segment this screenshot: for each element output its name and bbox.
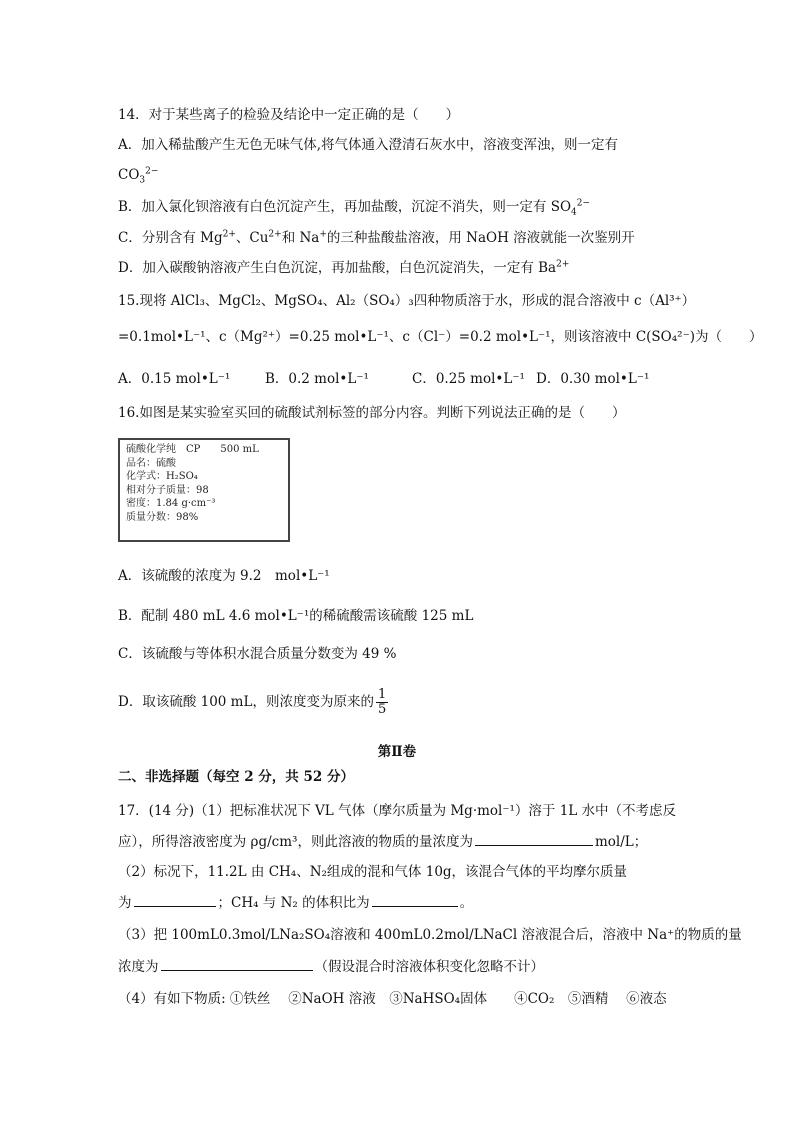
- q15-option-c: C．0.25 mol•L⁻¹: [412, 371, 525, 387]
- q17-part2-line2: 为 ；CH₄ 与 N₂ 的体积比为 。: [118, 895, 474, 911]
- q15-stem-line2: =0.1mol•L⁻¹、c（Mg²⁺）=0.25 mol•L⁻¹、c（Cl⁻）=0.2 mol•L⁻¹，则该溶液中 C(SO₄²⁻)为（ ）: [118, 329, 763, 345]
- q14-option-b: B．加入氯化钡溶液有白色沉淀产生，再加盐酸，沉淀不消失，则一定有 $SO_4^{2-}$: [118, 198, 591, 218]
- reagent-label-line: 硫酸化学纯 CP 500 mL: [126, 444, 259, 455]
- q14-option-a-continued: $CO_3^{2-}$: [118, 166, 159, 186]
- q16-option-a: A．该硫酸的浓度为 9.2 mol•L⁻¹: [118, 568, 330, 584]
- reagent-label-line: 相对分子质量：98: [126, 484, 209, 496]
- answer-blank[interactable]: [161, 957, 313, 971]
- answer-blank[interactable]: [475, 832, 593, 846]
- fraction: $\frac{1}{5}$: [377, 687, 387, 717]
- q15-option-b: B．0.2 mol•L⁻¹: [265, 371, 369, 387]
- q16-option-b: B．配制 480 mL 4.6 mol•L⁻¹的稀硫酸需该硫酸 125 mL: [118, 608, 474, 624]
- q16-option-d: D．取该硫酸 100 mL，则浓度变为原来的 $\frac{1}{5}$: [118, 687, 387, 717]
- q16-stem: 16.如图是某实验室买回的硫酸试剂标签的部分内容。判断下列说法正确的是（ ）: [118, 405, 626, 421]
- q14-stem: 14．对于某些离子的检验及结论中一定正确的是（ ）: [118, 107, 460, 123]
- q17-part1-line2: 应），所得溶液密度为 ρg/cm³，则此溶液的物质的量浓度为 mol/L；: [118, 834, 648, 850]
- q15-stem-line1: 15.现将 AlCl₃、MgCl₂、MgSO₄、Al₂（SO₄）₃四种物质溶于水，形成的混合溶液中 c（Al³⁺）: [118, 293, 696, 309]
- q17-part2-line1: （2）标况下，11.2L 由 CH₄、N₂组成的混和气体 10g，该混合气体的平均摩尔质量: [118, 864, 628, 880]
- q17-part3-line2: 浓度为 （假设混合时溶液体积变化忽略不计）: [118, 959, 544, 975]
- q15-option-a: A．0.15 mol•L⁻¹: [118, 371, 231, 387]
- q15-option-d: D．0.30 mol•L⁻¹: [536, 371, 650, 387]
- q14-option-a: A．加入稀盐酸产生无色无味气体,将气体通入澄清石灰水中，溶液变浑浊，则一定有: [118, 137, 619, 153]
- q14-option-c: C．分别含有 $Mg^{2+}$、$Cu^{2+}$和 Na+的三种盐酸盐溶液，用 NaOH 溶液就能一次鉴别开: [118, 229, 635, 246]
- reagent-label-line: 质量分数：98%: [126, 511, 199, 523]
- section-title: 二、非选择题（每空 2 分，共 52 分）: [118, 769, 354, 785]
- reagent-label-line: 化学式：H₂SO₄: [126, 471, 198, 483]
- q17-part1-line1: 17．(14 分)（1）把标准状况下 VL 气体（摩尔质量为 Mg·mol⁻¹）溶于 1L 水中（不考虑反: [118, 803, 677, 819]
- reagent-label-line: 品名：硫酸: [126, 457, 176, 469]
- part2-title: 第Ⅱ卷: [377, 744, 417, 760]
- q16-option-c: C．该硫酸与等体积水混合质量分数变为 49 %: [118, 646, 397, 662]
- q17-part3-line1: （3）把 100mL0.3mol/LNa₂SO₄溶液和 400mL0.2mol/LNaCl 溶液混合后，溶液中 Na⁺的物质的量: [118, 927, 742, 943]
- reagent-label-line: 密度：1.84 g·cm⁻³: [126, 498, 216, 510]
- reagent-label-image: [118, 438, 290, 542]
- q17-part4-line1: （4）有如下物质: ①铁丝 ②NaOH 溶液 ③NaHSO₄固体 ④CO₂ ⑤酒精 ⑥液态: [118, 991, 667, 1007]
- answer-blank[interactable]: [134, 893, 216, 907]
- q14-option-d: D．加入碳酸钠溶液产生白色沉淀，再加盐酸，白色沉淀消失，一定有 $Ba^{2+}$: [118, 259, 570, 276]
- answer-blank[interactable]: [372, 893, 458, 907]
